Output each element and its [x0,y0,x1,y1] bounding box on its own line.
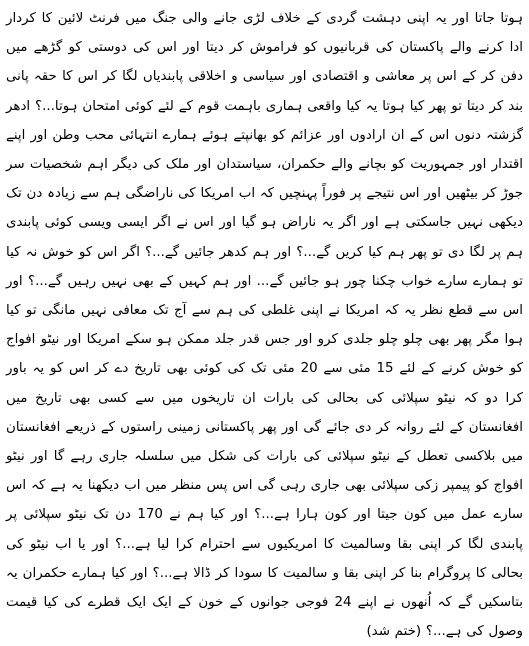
article-text: ہوتا جاتا اور یہ اپنی دہشت گردی کے خلاف لڑی جانے والی جنگ میں فرنٹ لائین کا کردار ادا کرنے والے پاکستان کی قربانیوں کو فراموش کر دیتا اور اس کی دوستی کو گڑھے میں دفن کر کے اس پر معاشی و اقتصادی اور سیاسی و اخلاقی پابندیاں لگا کر اس کا حقہ پانی بند کر دیتا تو پھر کیا ہوتا یہ کیا واقعی ہماری باہمت قوم کے لئے کوئی امتحان ہوتا...؟ ادھر گزشتہ دنوں اس کے ان ارادوں اور عزائم کو بھانپتے ہوئے ہمارے انتہائی محب وطن اور اپنے اقتدار اور جمہوریت کو بچانے والے حکمران، سیاستدان اور ملک کی دیگر اہم شخصیات سر جوڑ کر بیٹھیں اور اس نتیجے پر فوراً پہنچیں کہ اب امریکا کی ناراضگی ہم سے زیادہ دن تک دیکھی نہیں جاسکتی ہے اور اگر یہ ناراض ہو گیا اور اس نے اگر ایسی ویسی کوئی پابندی ہم پر لگا دی تو پھر ہم کیا کریں گے...؟ اور ہم کدھر جائیں گے...؟ اگر اس کو خوش نہ کیا تو ہمارے سارے خواب چکنا چور ہو جائیں گے... اور ہم کہیں کے بھی نہیں رہیں گے...؟ اور اس سے قطع نظر یہ کہ امریکا نے اپنی غلطی کی ہم سے آج تک معافی نہیں مانگی تو کیا ہوا مگر پھر بھی چلو چلو جلدی کرو اور جس قدر جلد ممکن ہو سکے امریکا اور نیٹو افواج کو خوش کرنے کے لئے 15 مئی سے 20 مئی تک کی کوئی بھی تاریخ دے کر اس کو یہ باور کرا دو کہ نیٹو سپلائی کی بحالی کی بارات ان تاریخوں میں سے کسی بھی تاریخ میں افغانستان کے لئے روانہ کر دی جائے گی اور پھر پاکستانی زمینی راستوں کے ذریعے افغانستان میں بلاکسی تعطل کے نیٹو سپلائی کی بارات کی شکل میں سلسلہ جاری رہے گا اور نیٹو افواج کو پیمپر زکی سپلائی بھی جاری رہی گی اس پس منظر میں اب دیکھنا یہ ہے کہ اس سارے عمل میں کون جیتا اور کون ہارا ہے...؟ اور کیا ہم نے 170 دن تک نیٹو سپلائی پر پابندی لگا کر اپنی بقا وسالمیت کا امریکیوں سے احترام کرا لیا ہے...؟ اور یا اب نیٹو کی بحالی کا پروگرام بنا کر اپنی بقا و سالمیت کا سودا کر ڈالا ہے...؟ اور کیا ہمارے حکمران یہ بتاسکیں گے کہ اُنھوں نے اپنے 24 فوجی جوانوں کے خون کے ایک ایک قطرے کی کیا قیمت وصول کی ہے...؟ (ختم شد) [6,11,523,640]
